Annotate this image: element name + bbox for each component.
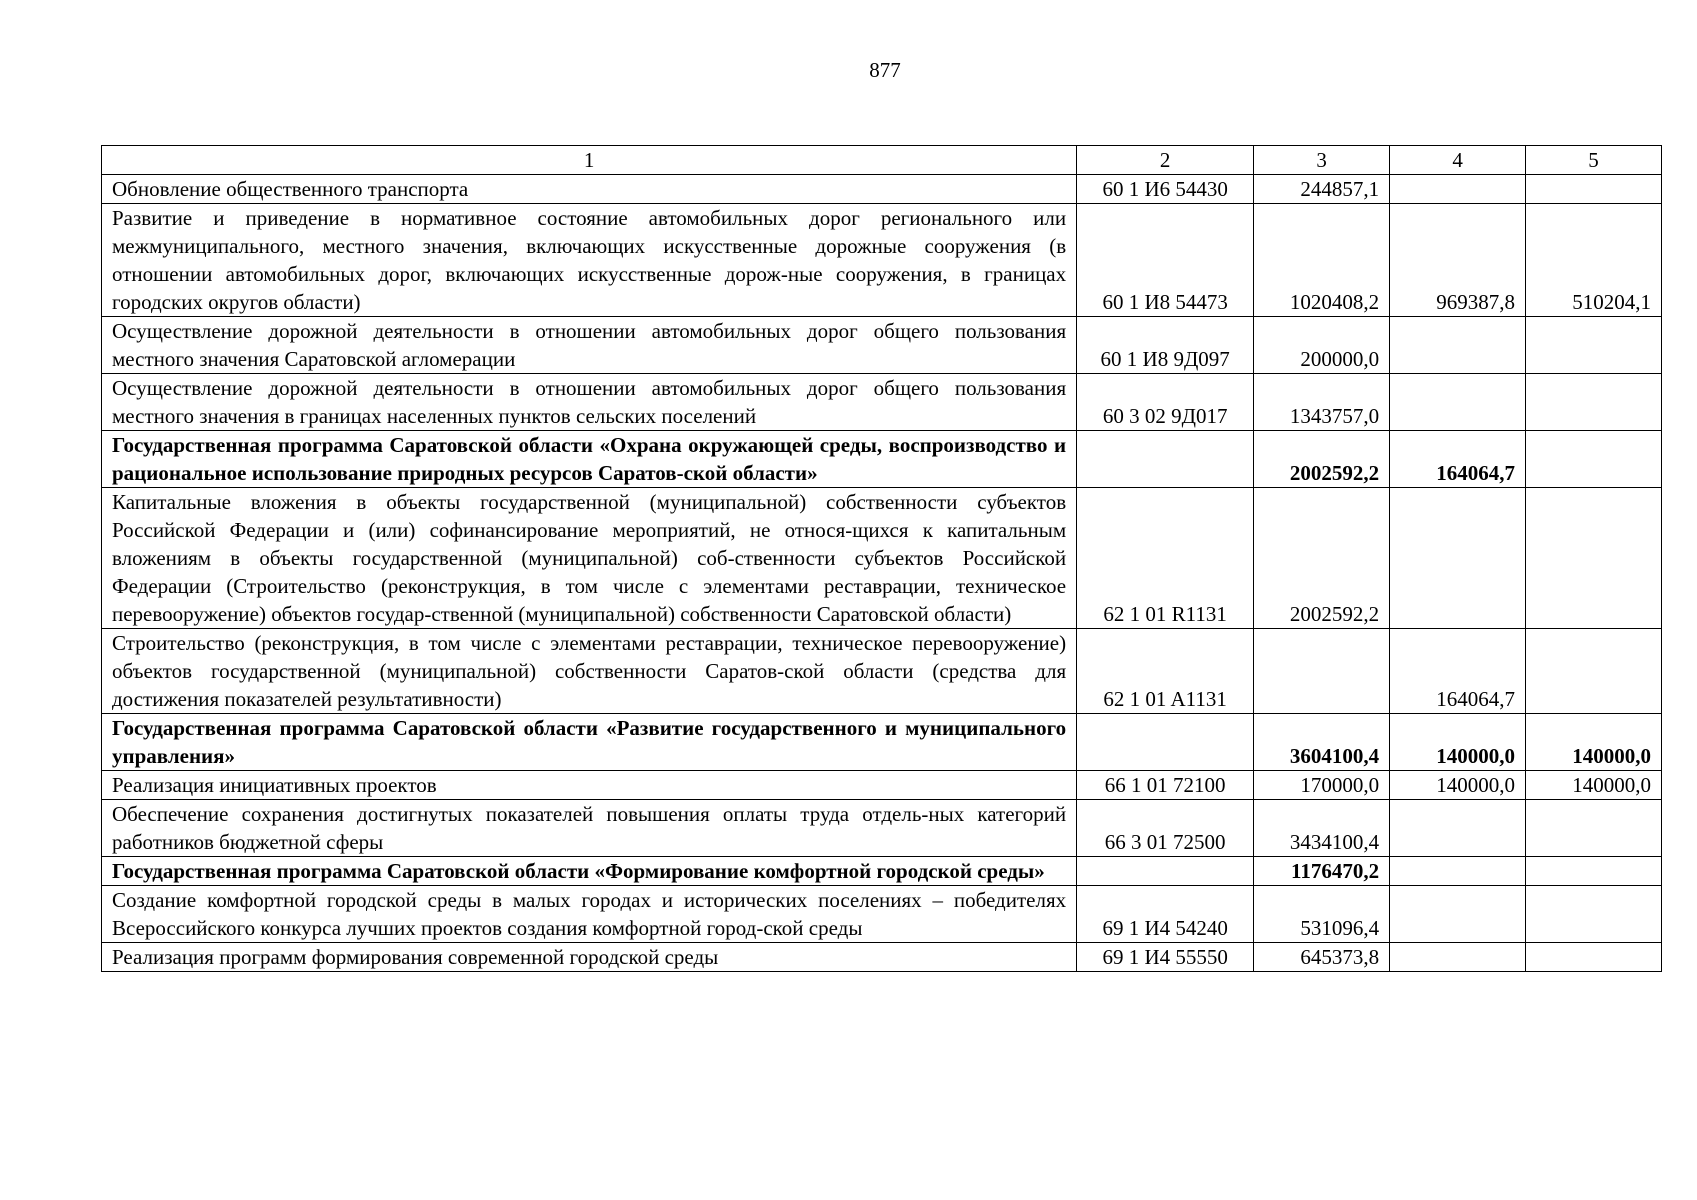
row-col3-cell: 244857,1: [1254, 175, 1390, 204]
row-col5-cell: [1526, 857, 1662, 886]
row-col4-cell: [1390, 317, 1526, 374]
row-col3-cell: 2002592,2: [1254, 488, 1390, 629]
row-name-cell: Развитие и приведение в нормативное состояние автомобильных дорог регионального или межмуниципального, местного значения, включающих искусственные дорожные сооружения (в отношении автомобильных дорог, включающих искусственные дорож-ные сооружения, в границах городских округов области): [102, 204, 1077, 317]
row-name-cell: Создание комфортной городской среды в малых городах и исторических поселениях – победителях Всероссийского конкурса лучших проектов создания комфортной город-ской среды: [102, 886, 1077, 943]
table-row: [102, 431, 1662, 488]
row-col3-cell: 3434100,4: [1254, 800, 1390, 857]
row-col5-cell: 510204,1: [1526, 204, 1662, 317]
row-col4-cell: 140000,0: [1390, 714, 1526, 771]
row-col3-cell: 200000,0: [1254, 317, 1390, 374]
row-name-cell: Государственная программа Саратовской области «Охрана окружающей среды, воспроизводство и рациональное использование природных ресурсов Саратов-ской области»: [102, 431, 1077, 488]
row-col5-cell: [1526, 943, 1662, 972]
row-name-cell: Строительство (реконструкция, в том числе с элементами реставрации, техническое перевооружение) объектов государственной (муниципальной) собственности Саратов-ской области (средства для достижения показателей результативности): [102, 629, 1077, 714]
table-row: [102, 204, 1662, 317]
row-col3-cell: 170000,0: [1254, 771, 1390, 800]
header-col-5: 5: [1526, 146, 1662, 175]
table-row: [102, 886, 1662, 943]
row-code-cell: 66 1 01 72100: [1077, 771, 1254, 800]
header-col-1: 1: [102, 146, 1077, 175]
row-code-cell: 60 3 02 9Д017: [1077, 374, 1254, 431]
row-col4-cell: [1390, 857, 1526, 886]
row-col4-cell: [1390, 886, 1526, 943]
row-name-cell: Обновление общественного транспорта: [102, 175, 1077, 204]
row-col3-cell: 531096,4: [1254, 886, 1390, 943]
table-row: [102, 175, 1662, 204]
table-row: [102, 317, 1662, 374]
header-col-4: 4: [1390, 146, 1526, 175]
header-col-3: 3: [1254, 146, 1390, 175]
page-number: 877: [869, 58, 901, 82]
table-row: [102, 771, 1662, 800]
row-code-cell: 66 3 01 72500: [1077, 800, 1254, 857]
header-row: [102, 146, 1662, 175]
table-body: [102, 175, 1662, 972]
row-col4-cell: 969387,8: [1390, 204, 1526, 317]
row-col3-cell: 645373,8: [1254, 943, 1390, 972]
row-col4-cell: [1390, 488, 1526, 629]
table-row: [102, 857, 1662, 886]
budget-table: [101, 145, 1662, 972]
row-col4-cell: 164064,7: [1390, 431, 1526, 488]
table-row: [102, 943, 1662, 972]
table-row: [102, 714, 1662, 771]
row-col5-cell: [1526, 488, 1662, 629]
table-row: [102, 629, 1662, 714]
row-name-cell: Капитальные вложения в объекты государственной (муниципальной) собственности субъектов Российской Федерации и (или) софинансирование мероприятий, не относя-щихся к капитальным вложениям в объекты государственной (муниципальной) соб-ственности субъектов Российской Федерации (Строительство (реконструкция, в том числе с элементами реставрации, техническое перевооружение) объектов государ-ственной (муниципальной) собственности Саратовской области): [102, 488, 1077, 629]
row-code-cell: 69 1 И4 54240: [1077, 886, 1254, 943]
row-col4-cell: [1390, 943, 1526, 972]
row-col5-cell: 140000,0: [1526, 771, 1662, 800]
row-col3-cell: 1176470,2: [1254, 857, 1390, 886]
row-code-cell: 69 1 И4 55550: [1077, 943, 1254, 972]
row-code-cell: 62 1 01 A1131: [1077, 629, 1254, 714]
row-code-cell: [1077, 431, 1254, 488]
row-name-cell: Обеспечение сохранения достигнутых показателей повышения оплаты труда отдель-ных категорий работников бюджетной сферы: [102, 800, 1077, 857]
row-col5-cell: [1526, 629, 1662, 714]
row-col4-cell: [1390, 800, 1526, 857]
row-col4-cell: 164064,7: [1390, 629, 1526, 714]
row-col3-cell: [1254, 629, 1390, 714]
row-col4-cell: [1390, 374, 1526, 431]
row-col5-cell: 140000,0: [1526, 714, 1662, 771]
row-name-cell: Реализация инициативных проектов: [102, 771, 1077, 800]
row-code-cell: [1077, 714, 1254, 771]
row-col4-cell: [1390, 175, 1526, 204]
row-col5-cell: [1526, 317, 1662, 374]
row-code-cell: 60 1 И8 54473: [1077, 204, 1254, 317]
row-col3-cell: 1020408,2: [1254, 204, 1390, 317]
row-col3-cell: 1343757,0: [1254, 374, 1390, 431]
row-col3-cell: 2002592,2: [1254, 431, 1390, 488]
row-col3-cell: 3604100,4: [1254, 714, 1390, 771]
row-col5-cell: [1526, 374, 1662, 431]
row-name-cell: Осуществление дорожной деятельности в отношении автомобильных дорог общего пользования местного значения Саратовской агломерации: [102, 317, 1077, 374]
row-code-cell: 62 1 01 R1131: [1077, 488, 1254, 629]
row-col5-cell: [1526, 886, 1662, 943]
row-col5-cell: [1526, 175, 1662, 204]
row-name-cell: Государственная программа Саратовской области «Развитие государственного и муниципального управления»: [102, 714, 1077, 771]
row-name-cell: Государственная программа Саратовской области «Формирование комфортной городской среды»: [102, 857, 1077, 886]
row-code-cell: [1077, 857, 1254, 886]
row-name-cell: Реализация программ формирования современной городской среды: [102, 943, 1077, 972]
row-name-cell: Осуществление дорожной деятельности в отношении автомобильных дорог общего пользования местного значения в границах населенных пунктов сельских поселений: [102, 374, 1077, 431]
table-row: [102, 800, 1662, 857]
table-row: [102, 488, 1662, 629]
table-row: [102, 374, 1662, 431]
row-code-cell: 60 1 И6 54430: [1077, 175, 1254, 204]
row-col4-cell: 140000,0: [1390, 771, 1526, 800]
row-col5-cell: [1526, 800, 1662, 857]
row-code-cell: 60 1 И8 9Д097: [1077, 317, 1254, 374]
row-col5-cell: [1526, 431, 1662, 488]
header-col-2: 2: [1077, 146, 1254, 175]
